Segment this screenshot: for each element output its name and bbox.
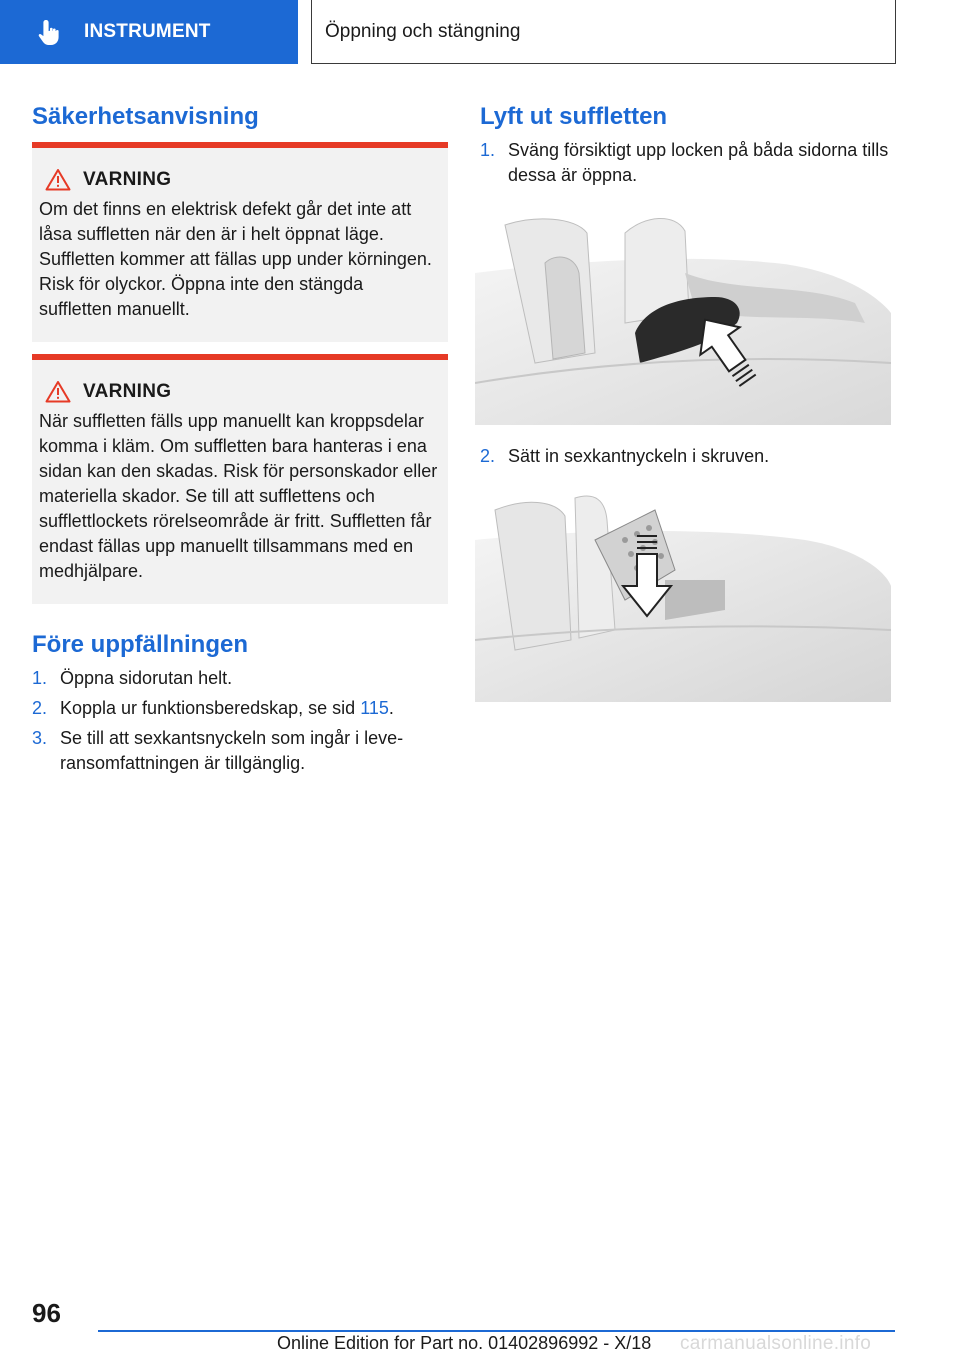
step-text-tail: . bbox=[388, 698, 394, 718]
warning-box-1 bbox=[32, 142, 448, 342]
step-text: Sväng försiktigt upp locken på båda sidorna tills dessa är öppna. bbox=[508, 140, 889, 185]
heading-lift-out: Lyft ut suffletten bbox=[480, 103, 668, 130]
warning-header bbox=[43, 380, 438, 403]
heading-before-raising: Före uppfällningen bbox=[32, 631, 248, 658]
warning-box-2 bbox=[32, 354, 448, 604]
steps-lift-2 bbox=[480, 444, 892, 469]
step-number: 2. bbox=[480, 446, 496, 466]
step-number: 1. bbox=[480, 140, 496, 160]
watermark: carmanualsonline.info bbox=[680, 1333, 872, 1354]
warning-text: Om det finns en elektrisk defekt går det inte att låsa suffletten när den är i helt öppnat läge. Suffletten kommer att fällas upp under körningen. Risk för olyckor. Öppna inte den stängda suffletten manuellt. bbox=[39, 199, 432, 319]
warning-triangle-icon bbox=[45, 380, 71, 403]
list-item bbox=[32, 696, 448, 721]
illustration-open-covers bbox=[475, 213, 891, 425]
page-link[interactable]: 115 bbox=[360, 698, 389, 718]
chapter-tab-label: INSTRUMENT bbox=[84, 21, 211, 42]
illustration-insert-hex-key bbox=[475, 490, 891, 702]
list-item bbox=[32, 726, 448, 776]
list-item bbox=[480, 444, 892, 469]
chapter-tab[interactable] bbox=[0, 0, 298, 64]
heading-safety: Säkerhetsanvisning bbox=[32, 103, 259, 130]
step-text-wrap bbox=[60, 696, 394, 721]
warning-triangle-icon bbox=[45, 168, 71, 191]
left-column bbox=[32, 100, 448, 781]
warning-title: VARNING bbox=[83, 168, 172, 190]
list-item bbox=[32, 666, 448, 691]
step-text: Se till att sexkantsnyckeln som ingår i leveransomfattningen är tillgänglig. bbox=[60, 728, 404, 773]
list-item bbox=[480, 138, 892, 188]
step-number: 3. bbox=[32, 728, 48, 748]
section-title: Öppning och stängning bbox=[311, 0, 896, 64]
step-text: Sätt in sexkantnyckeln i skruven. bbox=[508, 446, 770, 466]
hand-pointer-icon bbox=[36, 17, 66, 47]
warning-title: VARNING bbox=[83, 380, 172, 402]
warning-header bbox=[43, 168, 438, 191]
steps-lift bbox=[480, 138, 892, 188]
page-number: 96 bbox=[32, 1298, 61, 1328]
footer-divider bbox=[98, 1330, 895, 1332]
right-column bbox=[480, 100, 892, 707]
warning-text: När suffletten fälls upp manuellt kan kroppsdelar komma i kläm. Om suffletten bara hanteras i ena sidan kan den skadas. Risk för personskador eller materiella skador. Se till att sufflettens och sufflettlockets rörelseområde är fritt. Suffletten får endast fällas upp manuellt tillsammans med en medhjälpare. bbox=[39, 411, 438, 581]
steps-before bbox=[32, 666, 448, 776]
footer-edition: Online Edition for Part no. 01402896992 - X/18 bbox=[277, 1333, 652, 1353]
step-number: 1. bbox=[32, 668, 48, 688]
step-text: Koppla ur funktionsberedskap, se sid bbox=[60, 698, 361, 718]
step-text: Öppna sidorutan helt. bbox=[60, 668, 233, 688]
step-number: 2. bbox=[32, 698, 48, 718]
